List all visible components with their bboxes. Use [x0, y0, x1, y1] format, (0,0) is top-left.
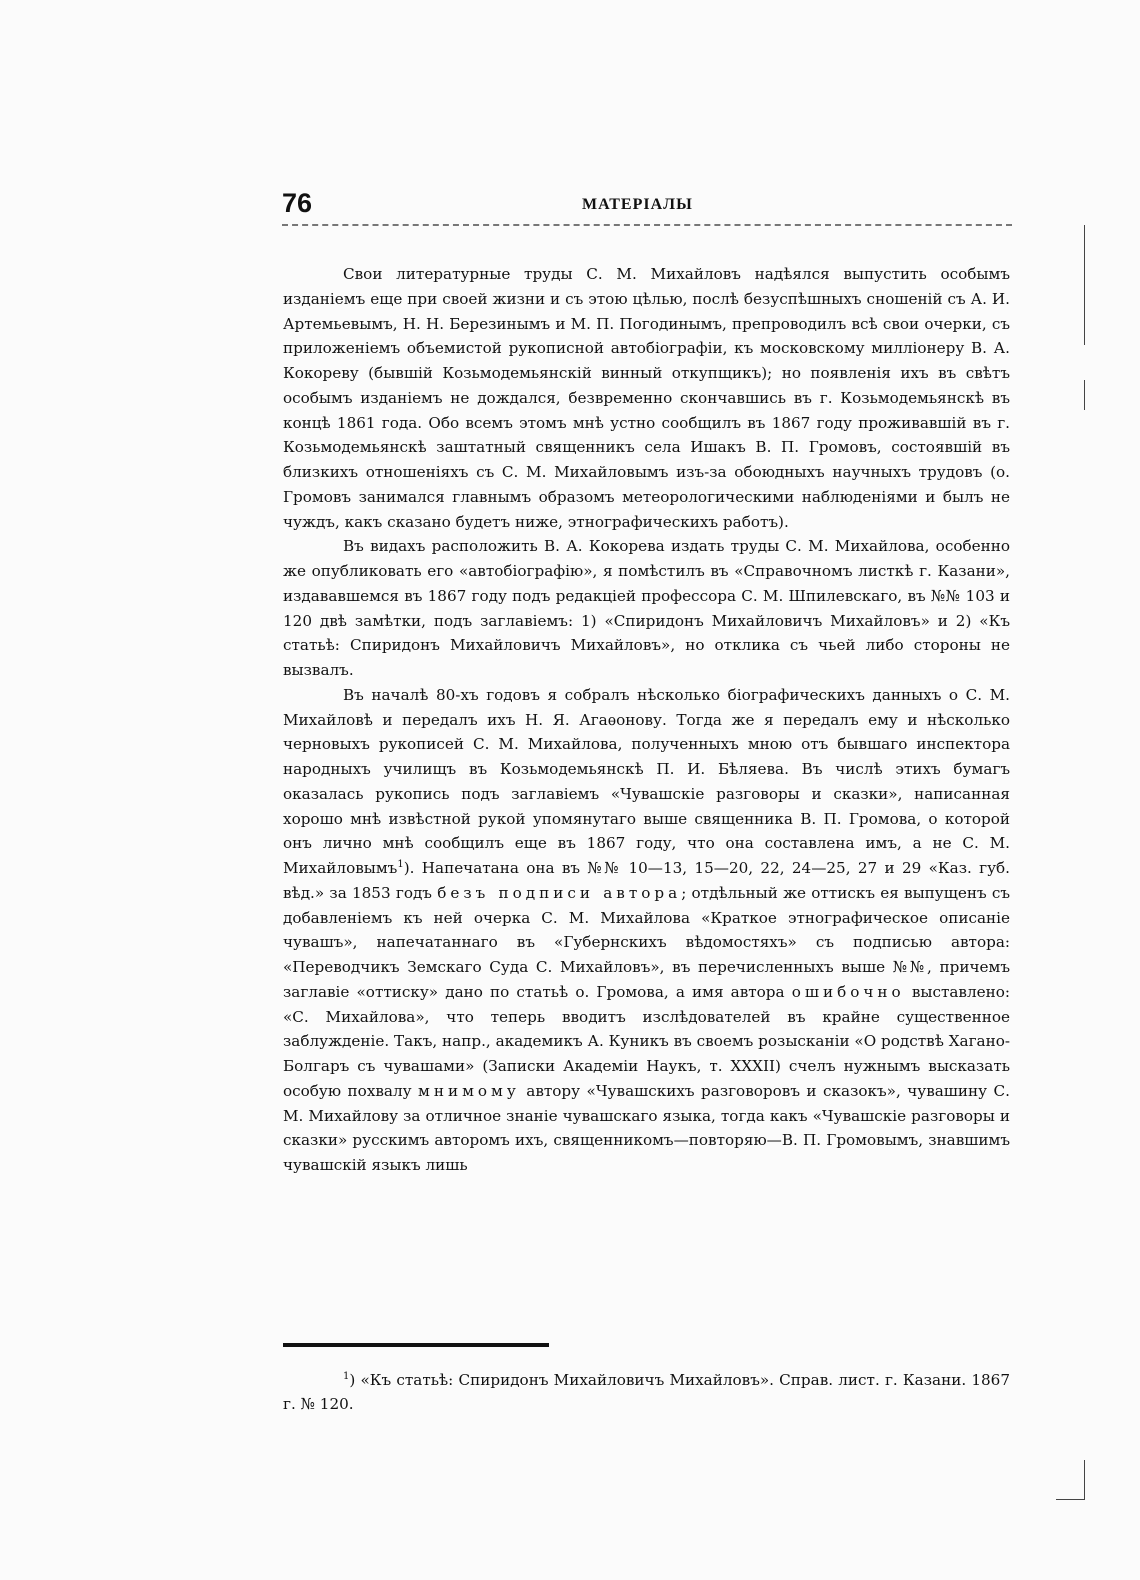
paragraph-1: Свои литературные труды С. М. Михайловъ надѣялся выпустить особымъ изданіемъ еще при своей жизни и съ этою цѣлью, послѣ безуспѣшныхъ сношеній съ А. И. Артемьевымъ, Н. Н. Березинымъ и М. П. Погодинымъ, препроводилъ всѣ свои очерки, съ приложеніемъ объемистой рукописной автобіографіи, къ московскому милліонеру В. А. Кокореву (бывшій Козьмодемьянскій винный откупщикъ); но появленія ихъ въ свѣтъ особымъ изданіемъ не дождался, безвременно скончавшись въ г. Козьмодемьянскѣ въ концѣ 1861 года. Обо всемъ этомъ мнѣ устно сообщилъ въ 1867 году проживавшій въ г. Козьмодемьянскѣ заштатный священникъ села Ишакъ В. П. Громовъ, состоявшій въ близкихъ отношеніяхъ съ С. М. Михайловымъ изъ-за обоюдныхъ научныхъ трудовъ (о. Громовъ занимался главнымъ образомъ метеорологическими наблюденіями и былъ не чуждъ, какъ сказано будетъ ниже, этнографическихъ работъ). — [283, 265, 1010, 531]
scan-corner-mark — [1084, 1460, 1085, 1500]
paragraph-2: Въ видахъ расположить В. А. Кокорева издать труды С. М. Михайлова, особенно же опубликовать его «автобіографію», я помѣстилъ въ «Справочномъ листкѣ г. Казани», издававшемся въ 1867 году подъ редакціей профессора С. М. Шпилевскаго, въ №№ 103 и 120 двѣ замѣтки, подъ заглавіемъ: 1) «Спиридонъ Михайловичъ Михайловъ» и 2) «Къ статьѣ: Спиридонъ Михайловичъ Михайловъ», но отклика съ чьей либо стороны не вызвалъ. — [283, 537, 1010, 679]
paragraph-3-part-3: ; отдѣльный же оттискъ ея выпущенъ съ добавленіемъ къ ней очерка С. М. Михайлова «Краткое этнографическое описаніе чувашъ», напечатаннаго въ «Губернскихъ вѣдомостяхъ» съ подписью автора: «Переводчикъ Земскаго Суда С. Михайловъ», въ перечисленныхъ выше №№, причемъ заглавіе «оттиску» дано по статьѣ о. Громова, а имя автора — [283, 883, 1011, 1001]
paragraph-3-part-2: ). Напечатана она въ №№ 10—13, 15—20, 22, 24—25, 27 и 29 «Каз. губ. вѣд.» за 1853 годъ — [283, 859, 1010, 902]
footnote-text: ) «Къ статьѣ: Спиридонъ Михайловичъ Михайловъ». Справ. лист. г. Казани. 1867 г. № 120. — [283, 1371, 1010, 1413]
page-header — [282, 188, 1012, 228]
scan-edge-mark — [1084, 225, 1085, 345]
page-number: 76 — [282, 188, 313, 218]
spaced-emphasis-1: безъ подписи автора — [437, 883, 682, 902]
scan-edge-mark — [1084, 380, 1085, 410]
paragraph-3 — [283, 683, 1010, 1178]
paragraph-3-part-5: автору «Чувашскихъ разговоровъ и сказокъ», чувашину С. М. Михайлову за отличное знаніе чувашскаго языка, тогда какъ «Чувашскіе разговоры и сказки» русскимъ авторомъ ихъ, священникомъ—повторяю—В. П. Громовымъ, знавшимъ чувашскій языкъ лишь — [283, 1081, 1011, 1174]
spaced-emphasis-3: мнимому — [418, 1081, 520, 1100]
body-text — [283, 262, 1010, 1178]
header-rule — [282, 224, 1012, 226]
footnote-mark: 1 — [343, 1370, 350, 1382]
paragraph-3-part-4: выставлено: «С. Михайлова», что теперь вводитъ изслѣдователей въ крайне существенное заблужденіе. Такъ, напр., академикъ А. Куникъ въ своемъ розысканіи «О родствѣ Хагано-Болгаръ съ чувашами» (Записки Академіи Наукъ, т. XXXII) счелъ нужнымъ высказать особую похвалу — [283, 982, 1010, 1100]
footnote — [283, 1368, 1010, 1416]
scan-corner-mark — [1056, 1499, 1085, 1500]
footnote-rule — [283, 1343, 549, 1347]
footnote-reference[interactable]: 1 — [397, 858, 404, 870]
spaced-emphasis-2: ошибочно — [791, 982, 905, 1001]
paragraph-3-part-1: Въ началѣ 80-хъ годовъ я собралъ нѣсколько біографическихъ данныхъ о С. М. Михайловѣ и передалъ ихъ Н. Я. Агаѳонову. Тогда же я передалъ ему и нѣсколько черновыхъ рукописей С. М. Михайлова, полученныхъ мною отъ бывшаго инспектора народныхъ училищъ въ Козьмодемьянскѣ П. И. Бѣляева. Въ числѣ этихъ бумагъ оказалась рукопись подъ заглавіемъ «Чувашскіе разговоры и сказки», написанная хорошо мнѣ извѣстной рукой упомянутаго выше священника В. П. Громова, о которой онъ лично мнѣ сообщилъ еще въ 1867 году, что она составлена имъ, а не С. М. Михайловымъ — [283, 685, 1010, 877]
running-head: МАТЕРІАЛЫ — [582, 196, 693, 213]
